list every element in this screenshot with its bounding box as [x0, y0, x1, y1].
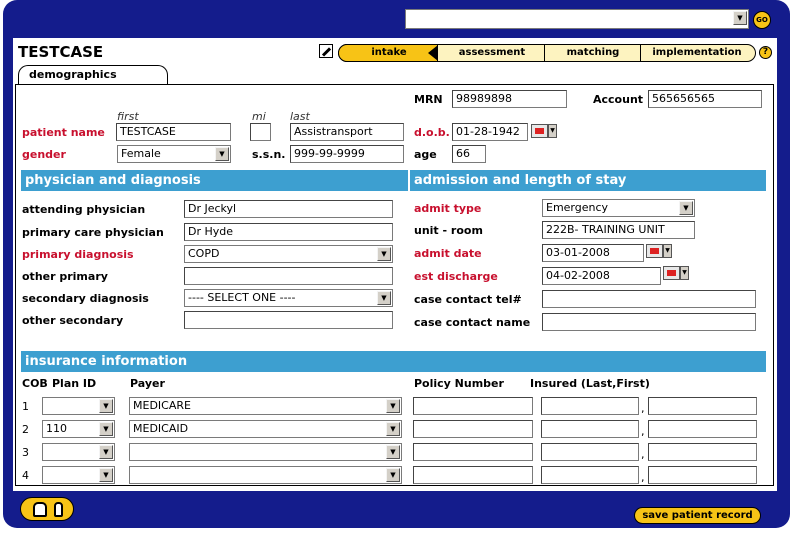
gender-select[interactable]	[117, 145, 231, 163]
plan-id-header: Plan ID	[52, 377, 97, 390]
unit-room-field[interactable]: 222B- TRAINING UNIT	[542, 221, 695, 239]
first-name-field[interactable]: TESTCASE	[116, 123, 231, 141]
age-field[interactable]: 66	[452, 145, 486, 163]
chevron-down-icon: ▼	[99, 468, 113, 482]
insured-last-field[interactable]	[541, 420, 639, 438]
unit-room-label: unit - room	[414, 224, 483, 237]
people-button[interactable]	[20, 497, 74, 521]
contact-name-field[interactable]	[542, 313, 756, 331]
last-name-field[interactable]: Assistransport	[290, 123, 404, 141]
chevron-down-icon: ▼	[377, 247, 391, 261]
mi-caption: mi	[252, 110, 266, 123]
account-label: Account	[593, 93, 644, 106]
primary-diagnosis-select[interactable]	[184, 245, 393, 263]
plan-id-select[interactable]	[42, 420, 115, 438]
payer-value: MEDICAID	[133, 422, 189, 435]
tab-intake[interactable]: intake	[371, 47, 407, 58]
chevron-down-icon: ▼	[386, 399, 400, 413]
name-separator: ,	[641, 425, 645, 438]
insured-first-field[interactable]	[648, 397, 757, 415]
account-field[interactable]: 565656565	[648, 90, 762, 108]
mrn-field[interactable]: 98989898	[452, 90, 567, 108]
payer-header: Payer	[130, 377, 165, 390]
tab-demographics-label: demographics	[29, 68, 117, 81]
admit-date-label: admit date	[414, 247, 482, 260]
admit-type-value: Emergency	[546, 201, 609, 214]
secondary-diagnosis-label: secondary diagnosis	[22, 292, 149, 305]
policy-number-field[interactable]	[413, 443, 533, 461]
insured-first-field[interactable]	[648, 420, 757, 438]
chevron-down-icon: ▼	[386, 422, 400, 436]
help-button[interactable]: ?	[759, 46, 772, 59]
dob-field[interactable]: 01-28-1942	[452, 123, 528, 141]
other-secondary-label: other secondary	[22, 314, 124, 327]
row-number: 3	[22, 446, 29, 459]
calendar-icon[interactable]: ▼	[663, 266, 689, 281]
est-discharge-field[interactable]: 04-02-2008	[542, 267, 661, 285]
policy-number-header: Policy Number	[414, 377, 504, 390]
admit-type-label: admit type	[414, 202, 482, 215]
plan-id-select[interactable]	[42, 466, 115, 484]
policy-number-field[interactable]	[413, 397, 533, 415]
person-icon	[54, 502, 63, 517]
chevron-down-icon: ▼	[99, 445, 113, 459]
chevron-down-icon: ▼	[377, 291, 391, 305]
tab-implementation[interactable]: implementation	[652, 47, 742, 58]
plan-id-value: 110	[46, 422, 67, 435]
plan-id-select[interactable]	[42, 443, 115, 461]
chevron-down-icon: ▼	[733, 11, 747, 25]
insured-last-field[interactable]	[541, 466, 639, 484]
insured-last-field[interactable]	[541, 397, 639, 415]
calendar-icon[interactable]: ▼	[531, 124, 557, 139]
payer-select[interactable]	[129, 443, 402, 461]
last-caption: last	[290, 110, 310, 123]
insured-header: Insured (Last,First)	[530, 377, 650, 390]
other-secondary-field[interactable]	[184, 311, 393, 329]
physician-section-header: physician and diagnosis	[21, 170, 408, 191]
chevron-down-icon: ▼	[215, 147, 229, 161]
name-separator: ,	[641, 471, 645, 484]
cob-header: COB	[22, 377, 48, 390]
admission-section-header: admission and length of stay	[410, 170, 766, 191]
dob-label: d.o.b.	[414, 126, 450, 139]
contact-tel-label: case contact tel#	[414, 293, 522, 306]
policy-number-field[interactable]	[413, 420, 533, 438]
attending-label: attending physician	[22, 203, 146, 216]
patient-name-label: patient name	[22, 126, 105, 139]
search-select[interactable]	[405, 9, 749, 29]
insurance-section-header: insurance information	[21, 351, 766, 372]
gender-select-value: Female	[121, 147, 161, 160]
chevron-down-icon: ▼	[386, 468, 400, 482]
age-label: age	[414, 148, 437, 161]
payer-select[interactable]	[129, 420, 402, 438]
primary-care-label: primary care physician	[22, 226, 164, 239]
edit-icon[interactable]	[319, 44, 333, 58]
name-separator: ,	[641, 448, 645, 461]
secondary-diagnosis-select[interactable]	[184, 289, 393, 307]
gender-label: gender	[22, 148, 66, 161]
tab-assessment[interactable]: assessment	[440, 45, 545, 61]
row-number: 2	[22, 423, 29, 436]
first-caption: first	[117, 110, 139, 123]
primary-diagnosis-label: primary diagnosis	[22, 248, 134, 261]
contact-tel-field[interactable]	[542, 290, 756, 308]
family-icon	[33, 502, 47, 517]
ssn-field[interactable]: 999-99-9999	[290, 145, 404, 163]
ssn-label: s.s.n.	[252, 148, 286, 161]
attending-field[interactable]: Dr Jeckyl	[184, 200, 393, 218]
save-patient-record-button[interactable]: save patient record	[634, 507, 761, 524]
insured-first-field[interactable]	[648, 443, 757, 461]
calendar-icon[interactable]: ▼	[646, 244, 672, 259]
tab-matching[interactable]: matching	[546, 45, 641, 61]
middle-initial-field[interactable]	[250, 123, 271, 141]
row-number: 4	[22, 469, 29, 482]
payer-select[interactable]	[129, 466, 402, 484]
insured-last-field[interactable]	[541, 443, 639, 461]
mrn-label: MRN	[414, 93, 443, 106]
other-primary-label: other primary	[22, 270, 108, 283]
primary-diagnosis-value: COPD	[188, 247, 220, 260]
policy-number-field[interactable]	[413, 466, 533, 484]
go-button[interactable]: GO	[753, 11, 771, 29]
chevron-down-icon: ▼	[679, 201, 693, 215]
primary-care-field[interactable]: Dr Hyde	[184, 223, 393, 241]
admit-date-field[interactable]: 03-01-2008	[542, 244, 644, 262]
plan-id-select[interactable]	[42, 397, 115, 415]
chevron-down-icon: ▼	[99, 399, 113, 413]
est-discharge-label: est discharge	[414, 270, 498, 283]
secondary-diagnosis-value: ---- SELECT ONE ----	[188, 291, 296, 304]
row-number: 1	[22, 400, 29, 413]
payer-value: MEDICARE	[133, 399, 191, 412]
page-title: TESTCASE	[18, 43, 104, 61]
admit-type-select[interactable]	[542, 199, 695, 217]
contact-name-label: case contact name	[414, 316, 531, 329]
chevron-down-icon: ▼	[386, 445, 400, 459]
insured-first-field[interactable]	[648, 466, 757, 484]
name-separator: ,	[641, 402, 645, 415]
payer-select[interactable]	[129, 397, 402, 415]
chevron-down-icon: ▼	[99, 422, 113, 436]
other-primary-field[interactable]	[184, 267, 393, 285]
